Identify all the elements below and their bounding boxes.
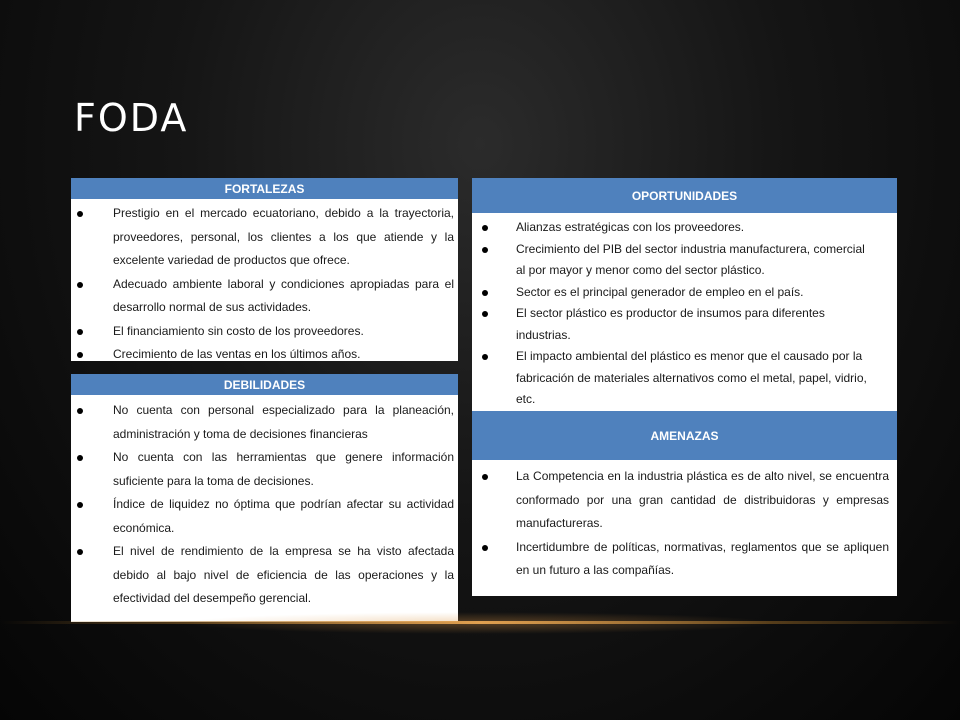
bullet-icon — [482, 545, 488, 551]
list-item-text: Índice de liquidez no óptima que podrían afectar su actividad económica. — [113, 497, 454, 535]
accent-divider — [0, 621, 960, 624]
bullet-icon — [77, 502, 83, 508]
bullet-icon — [77, 211, 83, 217]
list-item-text: Incertidumbre de políticas, normativas, reglamentos que se apliquen en un futuro a las compañías. — [516, 539, 889, 577]
list-item — [516, 217, 877, 239]
list-item-text: Alianzas estratégicas con los proveedores. — [516, 220, 745, 234]
list-item — [113, 343, 454, 361]
bullet-icon — [77, 352, 83, 358]
list-item — [516, 282, 877, 304]
bullet-icon — [482, 311, 488, 317]
list-item — [113, 273, 454, 320]
list-item — [516, 239, 877, 282]
fortalezas-list — [71, 200, 458, 361]
bullet-icon — [77, 329, 83, 335]
list-item-text: No cuenta con las herramientas que genere información suficiente para la toma de decisiones. — [113, 450, 454, 488]
debilidades-box — [71, 374, 458, 622]
list-item — [113, 446, 454, 493]
fortalezas-header: FORTALEZAS — [71, 178, 458, 200]
list-item-text: Adecuado ambiente laboral y condiciones apropiadas para el desarrollo normal de sus actividades. — [113, 276, 454, 314]
list-item — [113, 540, 454, 611]
bullet-icon — [482, 290, 488, 296]
list-item-text: El nivel de rendimiento de la empresa se ha visto afectada debido al bajo nivel de eficiencia de las operaciones y la efectividad del desempeño gerencial. — [113, 544, 454, 605]
bullet-icon — [77, 455, 83, 461]
bullet-icon — [482, 247, 488, 253]
bullet-icon — [482, 474, 488, 480]
list-item-text: Sector es el principal generador de empleo en el país. — [516, 284, 804, 299]
list-item — [516, 346, 877, 411]
list-item — [113, 399, 454, 446]
debilidades-list — [71, 396, 458, 611]
list-item-text: La Competencia en la industria plástica es de alto nivel, se encuentra conformado por una gran cantidad de distribuidoras y empresas manufactureras. — [516, 469, 889, 530]
oportunidades-list — [472, 214, 897, 411]
bullet-icon — [77, 408, 83, 414]
list-item-text: No cuenta con personal especializado para la planeación, administración y toma de decisiones financieras — [113, 403, 454, 441]
bullet-icon — [482, 354, 488, 360]
list-item — [113, 202, 454, 273]
list-item — [113, 493, 454, 540]
list-item — [516, 465, 889, 536]
bullet-icon — [77, 549, 83, 555]
list-item — [516, 303, 877, 346]
oportunidades-header: OPORTUNIDADES — [472, 178, 897, 214]
list-item — [113, 320, 454, 344]
amenazas-header: AMENAZAS — [472, 411, 897, 461]
list-item-text: El sector plástico es productor de insumos para diferentes industrias. — [516, 306, 825, 342]
list-item-text: El financiamiento sin costo de los proveedores. — [113, 323, 364, 338]
list-item-text: Prestigio en el mercado ecuatoriano, debido a la trayectoria, proveedores, personal, los clientes a los que atiende y la excelente variedad de productos que ofrece. — [113, 206, 454, 267]
amenazas-list — [472, 461, 897, 583]
list-item-text: El impacto ambiental del plástico es menor que el causado por la fabricación de materiales alternativos como el metal, papel, vidrio, etc. — [516, 349, 867, 406]
bullet-icon — [77, 282, 83, 288]
list-item-text: Crecimiento de las ventas en los últimos años. — [113, 347, 361, 361]
list-item-text: Crecimiento del PIB del sector industria manufacturera, comercial al por mayor y menor como del sector plástico. — [516, 241, 865, 277]
bullet-icon — [482, 225, 488, 231]
oportunidades-box — [472, 178, 897, 434]
fortalezas-box — [71, 178, 458, 361]
list-item — [516, 536, 889, 583]
slide-title: FODA — [74, 96, 189, 140]
debilidades-header: DEBILIDADES — [71, 374, 458, 396]
amenazas-box — [472, 411, 897, 596]
